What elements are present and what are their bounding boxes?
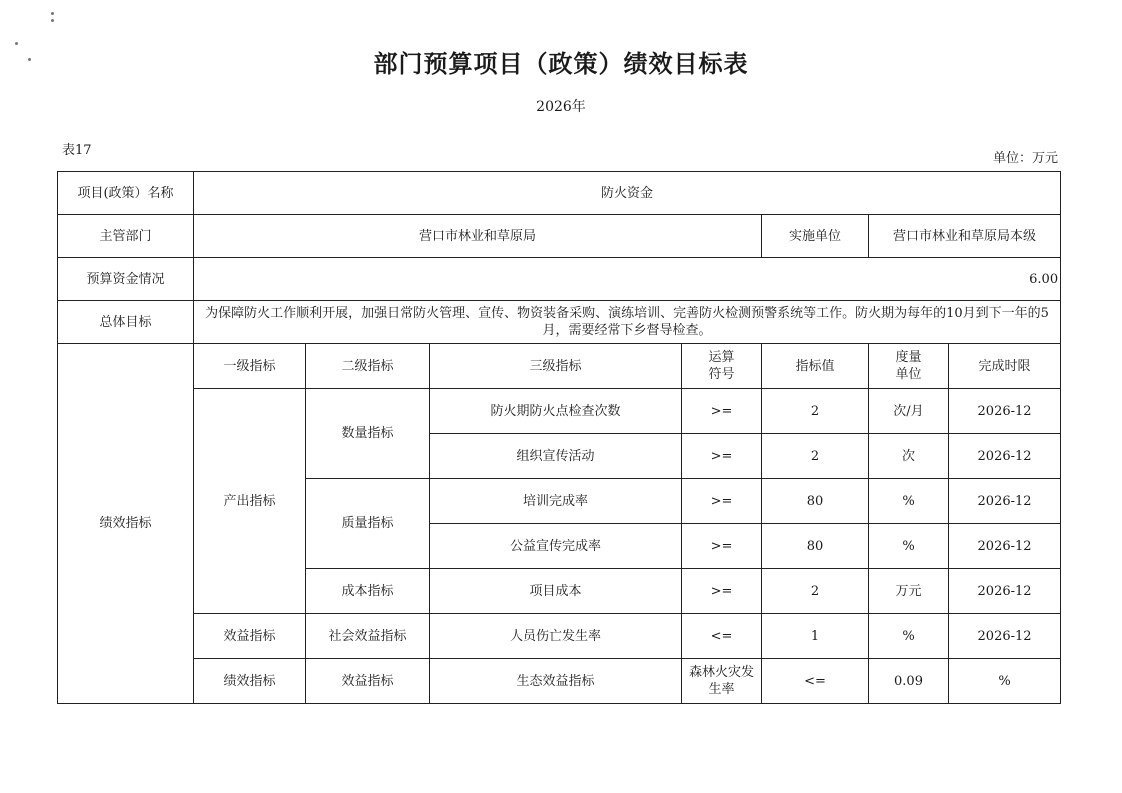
- social-benefit-indicator: 社会效益指标: [306, 614, 430, 659]
- row-value: 80: [762, 524, 869, 569]
- table-row: [58, 659, 1061, 704]
- performance-indicator-group-b: 绩效指标: [194, 659, 306, 704]
- project-name-row: [58, 172, 1061, 215]
- overall-goal-value: 为保障防火工作顺利开展，加强日常防火管理、宣传、物资装备采购、演练培训、完善防火检测预警系统等工作。防火期为每年的10月到下一年的5月，需要经常下乡督导检查。: [194, 301, 1061, 344]
- row-unit: %: [869, 524, 949, 569]
- header-level1: 一级指标: [194, 344, 306, 389]
- project-name-label: 项目(政策）名称: [58, 172, 194, 215]
- row-operator: >=: [682, 389, 762, 434]
- header-unit-line1: 度量: [895, 350, 922, 365]
- indicator-header-row: [58, 344, 1061, 389]
- row-deadline: 2026-12: [949, 479, 1061, 524]
- row-value: 2: [762, 434, 869, 479]
- overall-goal-row: [58, 301, 1061, 344]
- header-operator: [682, 344, 762, 389]
- row-deadline: 2026-12: [949, 614, 1061, 659]
- page-title: 部门预算项目（政策）绩效目标表: [373, 49, 749, 78]
- row-indicator-name: 组织宣传活动: [430, 434, 682, 479]
- row-unit: 万元: [869, 569, 949, 614]
- row-operator: >=: [682, 479, 762, 524]
- budget-row: [58, 258, 1061, 301]
- department-value: 营口市林业和草原局: [194, 215, 762, 258]
- header-unit-line2: 单位: [895, 367, 922, 382]
- row-operator: <=: [682, 614, 762, 659]
- row-indicator-name: 项目成本: [430, 569, 682, 614]
- quantity-indicator: 数量指标: [306, 389, 430, 479]
- row-indicator-name: 防火期防火点检查次数: [430, 389, 682, 434]
- row-indicator-name: 公益宣传完成率: [430, 524, 682, 569]
- cost-indicator: 成本指标: [306, 569, 430, 614]
- output-indicator: 产出指标: [194, 389, 306, 614]
- department-row: [58, 215, 1061, 258]
- project-name-value: 防火资金: [194, 172, 1061, 215]
- implementing-unit-label: 实施单位: [762, 215, 869, 258]
- department-label: 主管部门: [58, 215, 194, 258]
- benefit-indicator-b: 效益指标: [306, 659, 430, 704]
- row-value: 0.09: [869, 659, 949, 704]
- header-deadline: 完成时限: [949, 344, 1061, 389]
- overall-goal-label: 总体目标: [58, 301, 194, 344]
- header-unit: [869, 344, 949, 389]
- budget-label: 预算资金情况: [58, 258, 194, 301]
- benefit-indicator-a: 效益指标: [194, 614, 306, 659]
- header-value: 指标值: [762, 344, 869, 389]
- row-unit: 次/月: [869, 389, 949, 434]
- row-deadline: 2026-12: [949, 389, 1061, 434]
- quality-indicator: 质量指标: [306, 479, 430, 569]
- header-operator-line1: 运算: [708, 350, 735, 365]
- table-row: [58, 389, 1061, 434]
- currency-unit: 单位：万元: [992, 151, 1058, 166]
- row-operator: >=: [682, 524, 762, 569]
- row-operator: <=: [762, 659, 869, 704]
- table-row: [58, 614, 1061, 659]
- header-level3: 三级指标: [430, 344, 682, 389]
- row-value: 1: [762, 614, 869, 659]
- ecological-benefit-indicator: 生态效益指标: [430, 659, 682, 704]
- row-indicator-name: 人员伤亡发生率: [430, 614, 682, 659]
- row-unit: 次: [869, 434, 949, 479]
- row-deadline: 2026-12: [949, 569, 1061, 614]
- row-indicator-name: 培训完成率: [430, 479, 682, 524]
- performance-target-table: [57, 171, 1061, 704]
- row-unit: %: [869, 479, 949, 524]
- row-indicator-name: 森林火灾发生率: [682, 659, 762, 704]
- budget-year: 2026年: [536, 99, 586, 115]
- implementing-unit-value: 营口市林业和草原局本级: [869, 215, 1061, 258]
- row-deadline: 2026-12: [949, 434, 1061, 479]
- budget-value: 6.00: [194, 258, 1061, 301]
- row-operator: >=: [682, 569, 762, 614]
- row-operator: >=: [682, 434, 762, 479]
- header-level2: 二级指标: [306, 344, 430, 389]
- row-unit: %: [949, 659, 1061, 704]
- row-unit: %: [869, 614, 949, 659]
- row-value: 2: [762, 569, 869, 614]
- table-number: 表17: [62, 143, 92, 158]
- row-value: 2: [762, 389, 869, 434]
- row-deadline: 2026-12: [949, 524, 1061, 569]
- header-operator-line2: 符号: [708, 367, 735, 382]
- performance-indicator-group-a: 绩效指标: [58, 344, 194, 704]
- row-value: 80: [762, 479, 869, 524]
